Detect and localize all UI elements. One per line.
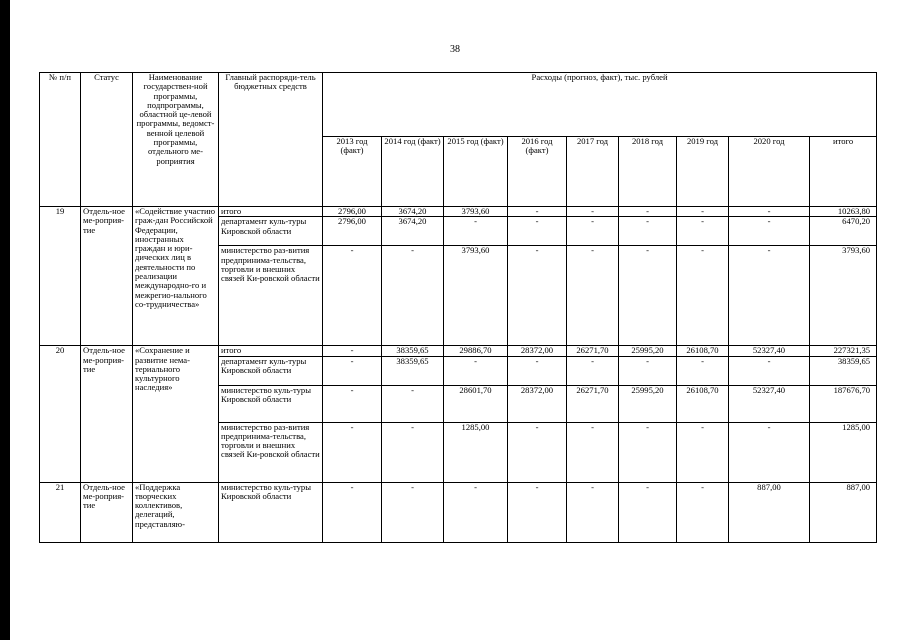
header-year: 2013 год (факт) (323, 137, 382, 207)
row-status: Отдель-ное ме-роприя-тие (81, 482, 133, 542)
row-admin: департамент куль-туры Кировской области (219, 217, 323, 246)
row-value: - (619, 217, 677, 246)
row-value: - (619, 207, 677, 217)
row-name: «Сохранение и развитие нема-териального культурного наследия» (133, 346, 219, 482)
row-value: - (508, 356, 567, 385)
row-total: 3793,60 (810, 246, 877, 346)
row-value: - (619, 482, 677, 542)
row-name: «Содействие участию граж-дан Российской Федерации, иностранных граждан и юри-дических лиц в деятельности по реализации международно-го и межрегио-нального со-трудничества» (133, 207, 219, 346)
row-value: - (444, 217, 508, 246)
row-value: - (323, 246, 382, 346)
row-total: 1285,00 (810, 422, 877, 482)
row-total: 887,00 (810, 482, 877, 542)
row-value: 38359,65 (382, 346, 444, 356)
row-admin: министерство раз-вития предпринима-тельства, торговли и внешних связей Ки-ровской области (219, 422, 323, 482)
row-value: 52327,40 (729, 385, 810, 422)
header-num: № п/п (40, 73, 81, 207)
row-value: - (729, 246, 810, 346)
row-admin: министерство куль-туры Кировской области (219, 385, 323, 422)
row-value: - (444, 482, 508, 542)
row-total: 187676,70 (810, 385, 877, 422)
row-value: - (729, 207, 810, 217)
page-number: 38 (450, 44, 460, 55)
row-number: 21 (40, 482, 81, 542)
row-value: - (382, 422, 444, 482)
row-value: 26108,70 (677, 385, 729, 422)
row-value: - (677, 217, 729, 246)
header-year: 2017 год (567, 137, 619, 207)
budget-table (39, 72, 877, 543)
row-value: 887,00 (729, 482, 810, 542)
table-row (40, 482, 877, 542)
row-value: - (382, 482, 444, 542)
row-value: - (567, 356, 619, 385)
row-total: 227321,35 (810, 346, 877, 356)
row-name: «Поддержка творческих коллективов, делегаций, представляю- (133, 482, 219, 542)
row-value: - (508, 207, 567, 217)
header-year: 2016 год (факт) (508, 137, 567, 207)
row-value: - (567, 246, 619, 346)
row-value: - (382, 246, 444, 346)
row-value: - (729, 356, 810, 385)
row-value: - (323, 385, 382, 422)
row-value: - (323, 482, 382, 542)
row-value: - (619, 422, 677, 482)
row-value: - (567, 207, 619, 217)
row-admin: итого (219, 346, 323, 356)
row-value: 29886,70 (444, 346, 508, 356)
row-admin: итого (219, 207, 323, 217)
row-value: 26108,70 (677, 346, 729, 356)
row-value: - (508, 422, 567, 482)
row-value: 3793,60 (444, 246, 508, 346)
row-value: - (567, 482, 619, 542)
row-value: - (677, 482, 729, 542)
row-value: - (382, 385, 444, 422)
row-value: 2796,00 (323, 217, 382, 246)
row-value: - (567, 217, 619, 246)
row-number: 20 (40, 346, 81, 482)
row-value: - (619, 356, 677, 385)
row-value: 3674,20 (382, 207, 444, 217)
row-value: - (677, 207, 729, 217)
row-value: 38359,65 (382, 356, 444, 385)
row-status: Отдель-ное ме-роприя-тие (81, 207, 133, 346)
row-value: 52327,40 (729, 346, 810, 356)
row-value: 28372,00 (508, 346, 567, 356)
row-value: - (677, 422, 729, 482)
row-value: 3674,20 (382, 217, 444, 246)
row-value: - (567, 422, 619, 482)
row-value: 2796,00 (323, 207, 382, 217)
table-row (40, 346, 877, 356)
row-value: - (729, 217, 810, 246)
row-status: Отдель-ное ме-роприя-тие (81, 346, 133, 482)
row-value: - (323, 346, 382, 356)
row-value: 26271,70 (567, 385, 619, 422)
row-number: 19 (40, 207, 81, 346)
row-value: 25995,20 (619, 385, 677, 422)
row-total: 38359,65 (810, 356, 877, 385)
row-value: 26271,70 (567, 346, 619, 356)
row-value: 28372,00 (508, 385, 567, 422)
row-value: - (323, 422, 382, 482)
header-year: 2019 год (677, 137, 729, 207)
row-value: 25995,20 (619, 346, 677, 356)
header-admin: Главный распоряди-тель бюджетных средств (219, 73, 323, 207)
table-row (40, 207, 877, 217)
row-value: - (619, 246, 677, 346)
row-value: - (677, 246, 729, 346)
header-name: Наименование государствен-ной программы, подпрограммы, областной це-левой программы, ведомст-венной целевой программы, отдельного ме-роприятия (133, 73, 219, 207)
row-admin: департамент куль-туры Кировской области (219, 356, 323, 385)
row-value: - (444, 356, 508, 385)
header-year: 2020 год (729, 137, 810, 207)
scan-edge (0, 0, 10, 640)
row-value: - (508, 217, 567, 246)
row-total: 10263,80 (810, 207, 877, 217)
row-admin: министерство куль-туры Кировской области (219, 482, 323, 542)
header-year: 2014 год (факт) (382, 137, 444, 207)
header-row (40, 73, 877, 137)
header-expenses: Расходы (прогноз, факт), тыс. рублей (323, 73, 877, 137)
row-value: 28601,70 (444, 385, 508, 422)
row-value: - (729, 422, 810, 482)
header-year: итого (810, 137, 877, 207)
row-value: 1285,00 (444, 422, 508, 482)
row-value: - (508, 246, 567, 346)
header-year: 2015 год (факт) (444, 137, 508, 207)
row-value: - (508, 482, 567, 542)
row-total: 6470,20 (810, 217, 877, 246)
header-year: 2018 год (619, 137, 677, 207)
row-value: - (677, 356, 729, 385)
row-admin: министерство раз-вития предпринима-тельства, торговли и внешних связей Ки-ровской области (219, 246, 323, 346)
row-value: - (323, 356, 382, 385)
row-value: 3793,60 (444, 207, 508, 217)
header-status: Статус (81, 73, 133, 207)
